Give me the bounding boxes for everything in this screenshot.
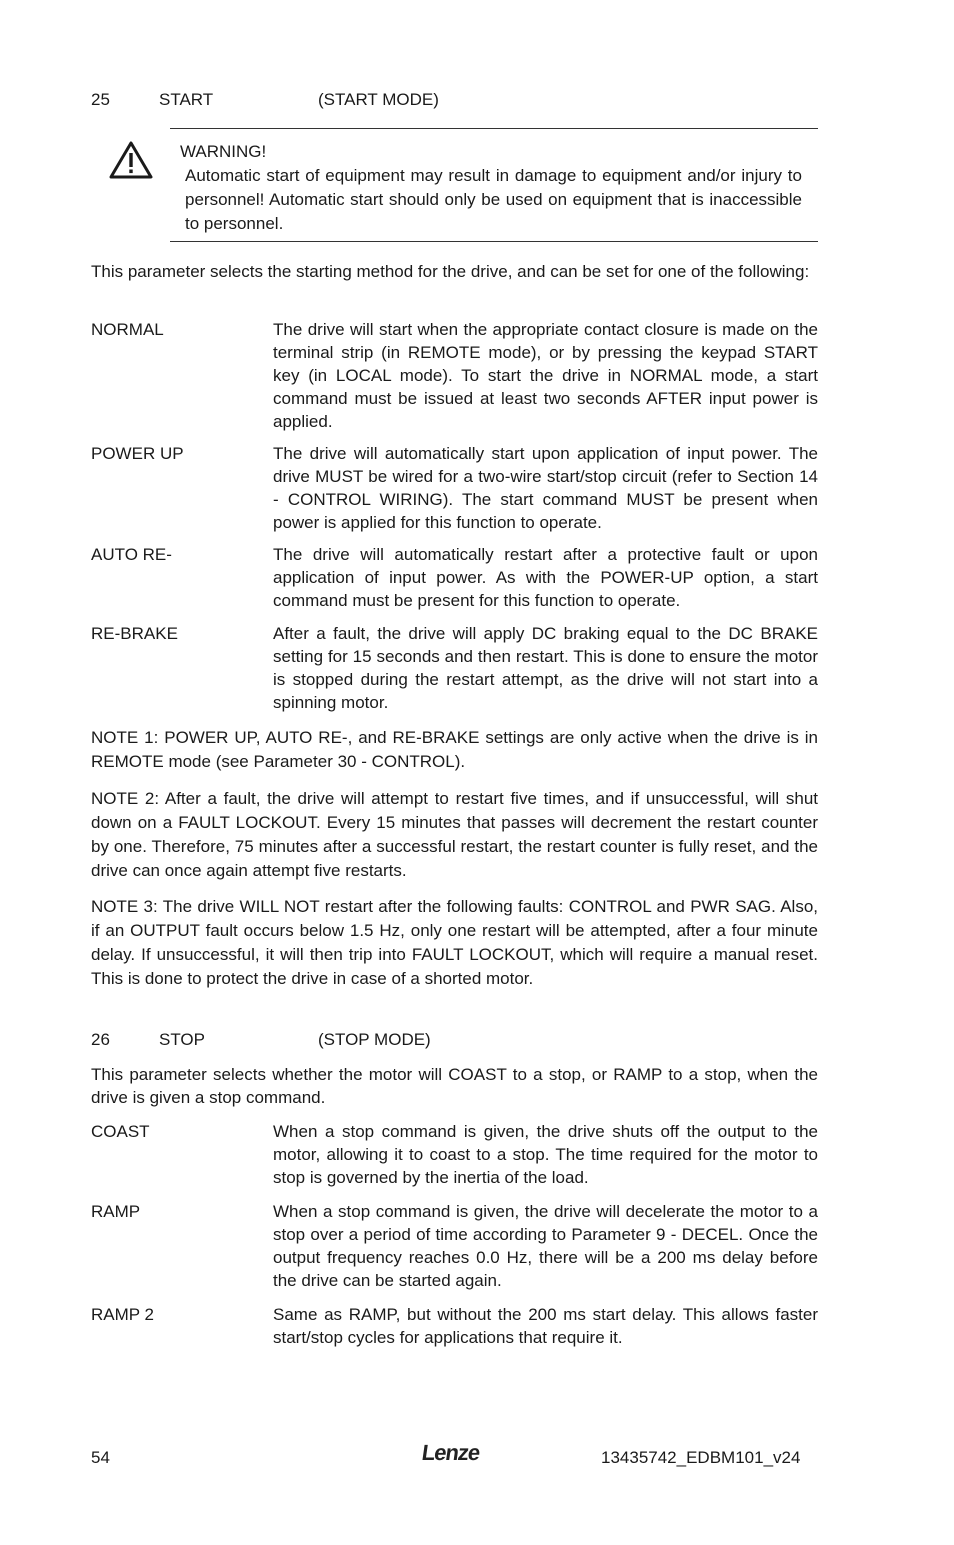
warning-triangle-icon bbox=[108, 140, 154, 180]
option-label: COAST bbox=[91, 1122, 150, 1141]
option-description: After a fault, the drive will apply DC braking equal to the DC BRAKE setting for 15 seconds and then restart. This is done to ensure the motor is stopped during the restart attempt, as the drive will not start into a spinning motor. bbox=[273, 624, 818, 712]
parameter-name: STOP bbox=[159, 1030, 205, 1049]
option-description: The drive will start when the appropriate contact closure is made on the terminal strip (in REMOTE mode), or by pressing the keypad START key (in LOCAL mode). To start the drive in NORMAL mode, a start command must be issued at least two seconds AFTER input power is applied. bbox=[273, 320, 818, 431]
parameter-name: START bbox=[159, 90, 214, 109]
page-number: 54 bbox=[91, 1448, 110, 1467]
option-description: The drive will automatically restart after a protective fault or upon application of input power. As with the POWER-UP option, a start command must be present for this function to operate. bbox=[273, 545, 818, 610]
warning-top-rule bbox=[170, 128, 818, 129]
option-label: RAMP bbox=[91, 1202, 141, 1221]
option-label: RE-BRAKE bbox=[91, 624, 178, 643]
option-label: NORMAL bbox=[91, 320, 164, 339]
warning-heading: WARNING! bbox=[180, 142, 267, 161]
parameter-25-heading bbox=[91, 88, 818, 111]
lenze-logo: Lenze bbox=[420, 1440, 482, 1465]
option-label: RAMP 2 bbox=[91, 1305, 154, 1324]
option-description: When a stop command is given, the drive shuts off the output to the motor, allowing it to coast to a stop. The time required for the motor to stop is governed by the inertia of the load. bbox=[273, 1122, 818, 1187]
option-description: When a stop command is given, the drive will decelerate the motor to a stop over a period of time according to Parameter 9 - DECEL. Once the output frequency reaches 0.0 Hz, there will be a 200 ms delay before the drive can be started again. bbox=[273, 1202, 818, 1290]
section26-intro: This parameter selects whether the motor will COAST to a stop, or RAMP to a stop, when the drive is given a stop command. bbox=[91, 1065, 818, 1107]
note-2: NOTE 2: After a fault, the drive will attempt to restart five times, and if unsuccessful, will shut down on a FAULT LOCKOUT. Every 15 minutes that passes will decrement the restart counter by one. Therefore, 75 minutes after a successful restart, the restart counter is fully reset, and the drive can once again attempt five restarts. bbox=[91, 789, 818, 880]
parameter-number: 25 bbox=[91, 90, 110, 109]
warning-text: Automatic start of equipment may result in damage to equipment and/or injury to personnel! Automatic start should only be used on equipment that is inaccessible to personnel. bbox=[185, 166, 802, 233]
parameter-number: 26 bbox=[91, 1030, 110, 1049]
option-description: The drive will automatically start upon application of input power. The drive MUST be wired for a two-wire start/stop circuit (refer to Section 14 - CONTROL WIRING). The start command MUST be present when power is applied for this function to operate. bbox=[273, 444, 818, 532]
option-label: AUTO RE- bbox=[91, 545, 172, 564]
warning-bottom-rule bbox=[170, 241, 818, 242]
parameter-title: (STOP MODE) bbox=[318, 1030, 431, 1049]
document-id: 13435742_EDBM101_v24 bbox=[601, 1448, 801, 1467]
note-1: NOTE 1: POWER UP, AUTO RE-, and RE-BRAKE settings are only active when the drive is in REMOTE mode (see Parameter 30 - CONTROL). bbox=[91, 728, 818, 771]
section25-intro: This parameter selects the starting method for the drive, and can be set for one of the following: bbox=[91, 262, 810, 281]
parameter-title: (START MODE) bbox=[318, 90, 439, 109]
note-3: NOTE 3: The drive WILL NOT restart after the following faults: CONTROL and PWR SAG. Also, if an OUTPUT fault occurs below 1.5 Hz, only one restart will be attempted, after a four minute delay. If unsuccessful, it will then trip into FAULT LOCKOUT, which will require a manual reset. This is done to protect the drive in case of a shorted motor. bbox=[91, 897, 818, 988]
option-label: POWER UP bbox=[91, 444, 184, 463]
option-description: Same as RAMP, but without the 200 ms start delay. This allows faster start/stop cycles for applications that require it. bbox=[273, 1305, 818, 1347]
parameter-26-heading bbox=[91, 1028, 818, 1051]
